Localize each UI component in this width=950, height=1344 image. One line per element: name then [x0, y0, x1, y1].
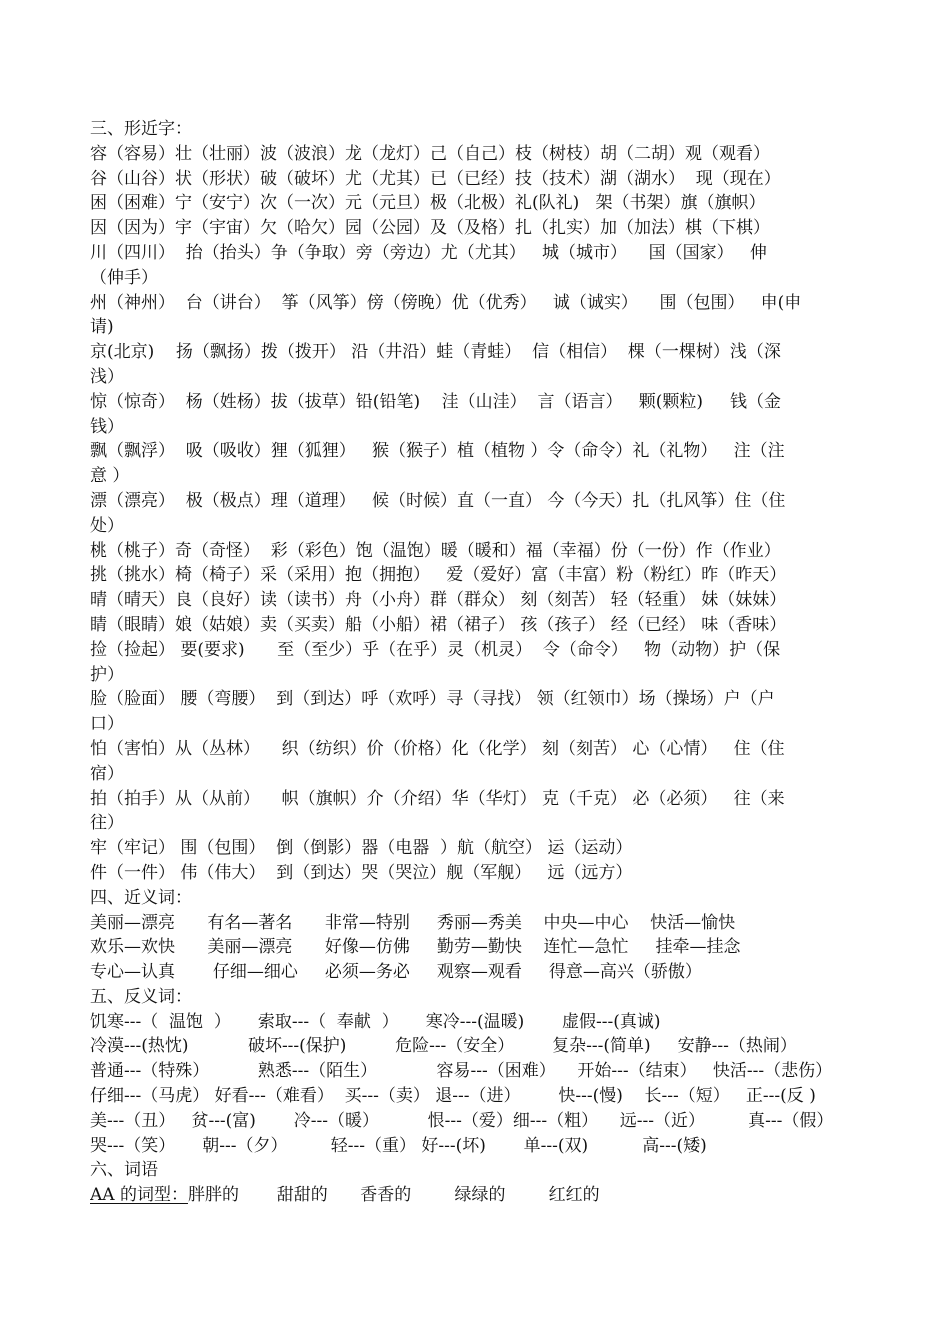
- section-heading: 三、形近字：: [90, 119, 192, 139]
- text-line: 谷（山谷）状（形状）破（破坏）尤（尤其）已（已经）技（技术）湖（湖水） 现（现在）: [90, 168, 781, 189]
- text-line: 桃（桃子）奇（奇怪） 彩（彩色）饱（温饱）暖（暖和）福（幸福）份（一份）作（作业）: [90, 540, 781, 561]
- text-line: 处）: [90, 515, 124, 536]
- text-line: 惊（惊奇） 杨（姓杨）拔（拔草）铅(铅笔) 洼（山洼） 言（语言） 颗(颗粒) 钱（金: [90, 391, 781, 412]
- text-line: 挑（挑水）椅（椅子）采（采用）抱（拥抱） 爱（爱好）富（丰富）粉（粉红）昨（昨天）: [90, 565, 787, 586]
- text-line: 哭---（笑） 朝---（夕） 轻---（重） 好---(坏) 单---(双) 高---(矮): [90, 1135, 707, 1156]
- text-line: 京(北京) 扬（飘扬）拨（拨开） 沿（井沿）蛙（青蛙） 信（相信） 棵（一棵树）浅（深: [90, 342, 781, 363]
- text-line: 件（一件） 伟（伟大） 到（到达）哭（哭泣）舰（军舰） 远（远方）: [90, 862, 633, 883]
- text-line: 漂（漂亮） 极（极点）理（道理） 候（时候）直（一直） 今（今天）扎（扎风筝）住（住: [90, 490, 786, 511]
- text-line: 普通---（特殊） 熟悉---（陌生） 容易---（困难） 开始---（结束） 快活---（悲伤）: [90, 1061, 833, 1082]
- text-line: 美---（丑） 贫---(富) 冷---（暖） 恨---（爱）细---（粗） 远---（近） 真---（假）: [90, 1110, 834, 1131]
- section-heading: 五、反义词：: [90, 986, 192, 1007]
- text-line: 请): [90, 317, 114, 338]
- text-line: 困（困难）宁（安宁）次（一次）元（元旦）极（北极）礼(队礼) 架（书架）旗（旗帜）: [90, 193, 766, 214]
- text-line: 饥寒---（ 温饱 ） 索取---（ 奉献 ） 寒冷---(温暖) 虚假---(真诚): [90, 1011, 661, 1032]
- text-line: 捡（捡起） 要(要求) 至（至少）乎（在乎）灵（机灵） 令（命令） 物（动物）护（保: [90, 639, 781, 660]
- aa-word-row: [90, 1183, 880, 1208]
- text-line: 飘（飘浮） 吸（吸收）狸（狐狸） 猴（猴子）植（植物 ）令（命令）礼（礼物） 注（注: [90, 441, 785, 462]
- aa-word-examples: 胖胖的 甜甜的 香香的 绿绿的 红红的: [187, 1185, 600, 1206]
- text-line: 冷漠---(热忱) 破坏---(保护) 危险---（安全） 复杂---(简单) 安静---（热闹）: [90, 1036, 797, 1057]
- aa-word-label: AA 的词型：: [90, 1185, 188, 1206]
- text-line: 仔细---（马虎） 好看---（难看） 买---（卖） 退---（进） 快---(慢) 长---（短） 正---(反 ): [90, 1086, 816, 1107]
- section-heading: 四、近义词：: [90, 887, 192, 908]
- text-line: 往）: [90, 813, 124, 834]
- text-line: 容（容易）壮（壮丽）波（波浪）龙（龙灯）己（自己）枝（树枝）胡（二胡）观（观看）: [90, 143, 770, 164]
- text-line: 州（神州） 台（讲台） 筝（风筝）傍（傍晚）优（优秀） 诚（诚实） 围（包围） 申(申: [90, 292, 802, 313]
- text-line: 晴（晴天）良（良好）读（读书）舟（小舟）群（群众） 刻（刻苦） 轻（轻重） 妹（妹妹）: [90, 590, 787, 611]
- text-line: 护）: [90, 664, 124, 685]
- text-line: 浅）: [90, 366, 124, 387]
- text-line: 专心—认真 仔细—细心 必须—务必 观察—观看 得意—高兴（骄傲）: [90, 962, 702, 983]
- text-line: 拍（拍手）从（从前） 帜（旗帜）介（介绍）华（华灯） 克（千克） 必（必须） 往（来: [90, 788, 785, 809]
- text-line: 意 ）: [90, 466, 130, 487]
- text-line: 欢乐—欢快 美丽—漂亮 好像—仿佛 勤劳—勤快 连忙—急忙 挂牵—挂念: [90, 937, 741, 958]
- section-heading: 六、词语: [90, 1160, 158, 1181]
- text-line: （伸手）: [90, 267, 158, 288]
- text-line: 川（四川） 抬（抬头）争（争取）旁（旁边）尤（尤其） 城（城市） 国（国家） 伸: [90, 242, 767, 263]
- text-line: 美丽—漂亮 有名—著名 非常—特别 秀丽—秀美 中央—中心 快活—愉快: [90, 912, 736, 933]
- text-line: 宿）: [90, 763, 124, 784]
- text-line: 因（因为）宇（宇宙）欠（哈欠）园（公园）及（及格）扎（扎实）加（加法）棋（下棋）: [90, 218, 770, 239]
- text-line: 脸（脸面） 腰（弯腰） 到（到达）呼（欢呼）寻（寻找） 领（红领巾）场（操场）户（户: [90, 689, 775, 710]
- text-line: 睛（眼睛）娘（姑娘）卖（买卖）船（小船）裙（裙子） 孩（孩子） 经（已经） 味（香味）: [90, 614, 787, 635]
- text-line: 怕（害怕）从（丛林） 织（纺织）价（价格）化（化学） 刻（刻苦） 心（心情） 住（住: [90, 738, 785, 759]
- text-line: 牢（牢记） 围（包围） 倒（倒影）器（电器 ）航（航空） 运（运动）: [90, 838, 633, 859]
- text-line: 口）: [90, 714, 124, 735]
- text-line: 钱）: [90, 416, 124, 437]
